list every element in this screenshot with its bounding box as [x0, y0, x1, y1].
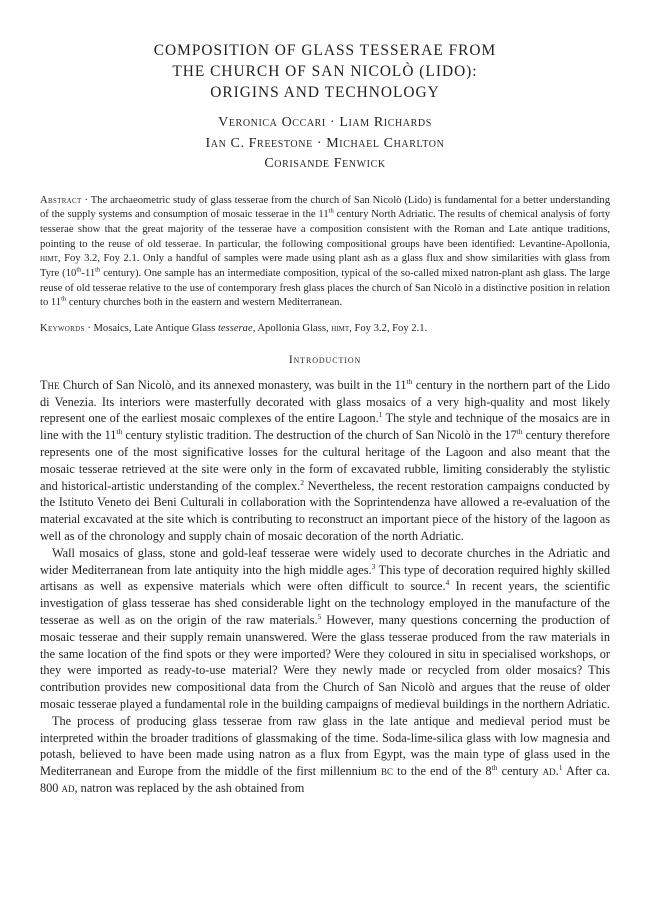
p1-text-6: Nevertheless, the recent restoration campaigns conducted by the Istituto Veneto dei Beni Culturali in collaboration with the Soprintendenza have allowed a re-evaluation of the material excavated at the site which is contributing to reconstruct an important piece of the history of the lagoon as well as of the chronology and supply chain of mosaic decoration of the north Adriatic.	[40, 478, 610, 543]
ordinal-suffix: th	[516, 427, 523, 437]
section-body-introduction	[40, 377, 610, 797]
footnote-ref-3[interactable]: 3	[371, 561, 376, 571]
keywords-label: Keywords	[40, 323, 85, 335]
keywords-text-2: , Apollonia Glass,	[252, 323, 332, 335]
title-line-1: COMPOSITION OF GLASS TESSERAE FROM	[153, 42, 497, 59]
abstract-text-3b: -11	[81, 268, 96, 280]
p1-text-5: century therefore represents one of the most significative losses for the cultural heritage of the Lagoon and also meant that the mosaic tesserae retrieved at the site were only in the form of excavated rubble, limiting considerably the stylistic and historical-artistic understanding of the complex.	[40, 428, 610, 493]
footnote-ref-1[interactable]: 1	[558, 763, 563, 773]
p1-text-4: century stylistic tradition. The destruction of the church of San Nicolò in the 17	[122, 428, 517, 443]
author-list	[40, 113, 610, 175]
abstract-text-2: century North Adriatic. The results of chemical analysis of forty tesserae show that the great majority of the tesserae have a composition consistent with the Roman and Late antique traditions, pointing to the reuse of old tesserae. In particular, the following compositional groups have been identified: Levantine-Apollonia,	[40, 209, 610, 250]
abstract-text-4: century). One sample has an intermediate composition, typical of the so-called mixed natron-plant ash glass. The large reuse of old tesserae relative to the use of contemporary fresh glass places the church of San Nicolò in a distinctive position in relation to 11	[40, 268, 611, 309]
abstract-text-1: The archaeometric study of glass tesserae from the church of San Nicolò (Lido) is fundamental for a better understanding of the supply systems and consumption of mosaic tesserae in the 11	[40, 194, 610, 221]
title-line-3: ORIGINS AND TECHNOLOGY	[210, 84, 440, 101]
paragraph-1	[40, 377, 610, 545]
p2-text-3: In recent years, the scientific investigation of glass tesserae has shed considerable light on the technology employed in the manufacture of the tesserae as well as on the origin of the raw materials.	[40, 579, 610, 627]
p2-text-4: However, many questions concerning the production of mosaic tesserae and their supply remain unanswered. Were the glass tesserae produced from the raw materials in the same location of the find spots or they were imported? Were they coloured in situ in specialised workshops, or they were imported as ready-to-use material? Were they newly made or recycled from older mosaics? This contribution provides new compositional data from the Church of San Nicolò and argues that the reuse of older mosaic tesserae played a fundamental role in the building campaigns of medieval buildings in the northern Adriatic.	[40, 612, 610, 711]
footnote-ref-2[interactable]: 2	[300, 477, 305, 487]
abstract-text-5: century churches both in the eastern and western Mediterranean.	[66, 297, 343, 309]
ordinal-suffix: th	[116, 427, 123, 437]
p3-text-1: The process of producing glass tesserae from raw glass in the late antique and medieval period must be interpreted within the broader traditions of glassmaking of the time. Soda-lime-silica glass with low magnesia and potash, believed to have been made using natron as a flux from Egypt, was the main type of glass used in the Mediterranean and Europe from the middle of the first millennium	[40, 713, 610, 779]
abstract	[40, 194, 610, 312]
era-ad: ad	[61, 780, 75, 795]
p3-text-2: to the end of the 8	[393, 764, 492, 779]
section-heading-introduction: Introduction	[288, 353, 362, 366]
era-bc: bc	[381, 764, 394, 779]
p3-text-3: century	[497, 764, 543, 779]
p3-text-5: After ca. 800	[40, 764, 611, 795]
footnote-ref-1[interactable]: 1	[378, 410, 383, 420]
footnote-ref-5[interactable]: 5	[317, 611, 322, 621]
ordinal-suffix: th	[61, 295, 67, 303]
authors-line-3: Corisande Fenwick	[264, 156, 386, 171]
title-line-2: THE CHURCH OF SAN NICOLÒ (LIDO):	[172, 63, 478, 80]
ordinal-suffix: th	[491, 763, 498, 773]
keywords-himt: himt	[331, 323, 350, 335]
ordinal-suffix: th	[406, 376, 413, 386]
abstract-himt: himt	[40, 253, 58, 265]
footnote-ref-4[interactable]: 4	[445, 578, 450, 588]
p3-text-4: .	[555, 764, 559, 779]
authors-line-1: Veronica Occari · Liam Richards	[218, 115, 432, 130]
abstract-separator: ·	[81, 194, 91, 206]
keywords-italic: tesserae	[217, 323, 253, 335]
p2-text-2: This type of decoration required highly skilled artisans as well as expensive materials which were often difficult to source.	[40, 562, 610, 594]
ordinal-suffix: th	[328, 207, 334, 215]
abstract-label: Abstract	[40, 194, 82, 206]
paragraph-2	[40, 545, 610, 713]
ordinal-suffix: th	[76, 266, 82, 274]
era-ad: ad	[542, 764, 556, 779]
paragraph-lead-word: The	[40, 377, 60, 392]
ordinal-suffix: th	[95, 266, 101, 274]
authors-line-2: Ian C. Freestone · Michael Charlton	[205, 135, 445, 151]
abstract-text-3: , Foy 3.2, Foy 2.1. Only a handful of samples were made using plant ash as a glass flux and show similarities with glass from Tyre (10	[40, 253, 610, 280]
p2-text-1: Wall mosaics of glass, stone and gold-leaf tesserae were widely used to decorate churches in the Adriatic and wider Mediterranean from late antiquity into the high middle ages.	[40, 545, 610, 577]
keywords	[40, 322, 610, 337]
paper-title	[40, 40, 610, 103]
p1-text-3: The style and technique of the mosaics are in line with the 11	[40, 411, 610, 443]
keywords-text-1: Mosaics, Late Antique Glass	[93, 323, 218, 335]
p1-text-1: Church of San Nicolò, and its annexed monastery, was built in the 11	[59, 377, 407, 392]
keywords-separator: ·	[84, 323, 94, 335]
p1-text-2: century in the northern part of the Lido di Venezia. Its interiors were masterfully decorated with glass mosaics of a very high-quality and most likely represent one of the earliest mosaic complexes of the entire Lagoon.	[40, 377, 610, 426]
p3-text-6: , natron was replaced by the ash obtained from	[74, 780, 305, 795]
keywords-text-3: , Foy 3.2, Foy 2.1.	[349, 323, 428, 335]
paragraph-3	[40, 713, 610, 797]
